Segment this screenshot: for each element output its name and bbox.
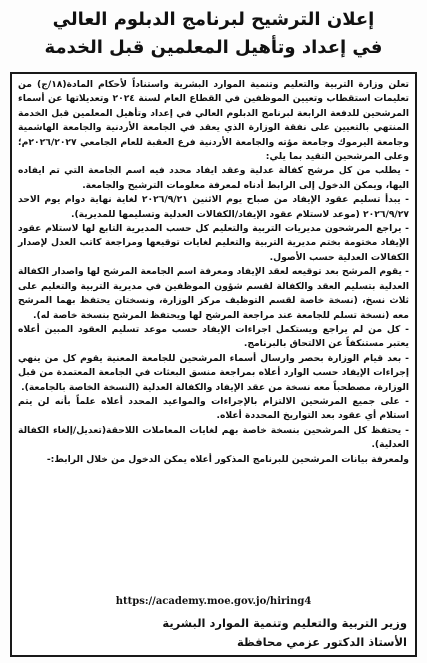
signature-title: وزير التربية والتعليم وتنمية الموارد البشرية [162, 616, 407, 630]
signature-name: الأستاذ الدكتور عزمي محافظة [236, 635, 407, 649]
announcement-title [8, 6, 419, 68]
instruction-item-4: - يقوم المرشح بعد توقيعه لعقد الإيفاد ومعرفة اسم الجامعة المرشح لها واصدار الكفالة العدلية بتسليم العقد والكفالة لقسم شؤون الموظفين في مديرية التربية والتعليم على ثلاث نسخ، (نسخة خاصة لقسم التوظيف مركز الوزارة، ونسختان يحتفظ بهما المرشح معه (نسخة تسلم للجامعة عند مراجعة المرشح لها ويحتفظ المرشح بنسخة خاصة له). [18, 266, 409, 321]
title-line-1: إعلان الترشيح لبرنامج الدبلوم العالي [52, 9, 375, 30]
instruction-item-8: - يحتفظ كل المرشحين بنسخة خاصة بهم لغايات المعاملات اللاحقة(تعديل/إلغاء الكفالة العدلية). [18, 424, 409, 451]
title-line-2: في إعداد وتأهيل المعلمين قبل الخدمة [44, 37, 383, 58]
instruction-item-7: - على جميع المرشحين الالتزام بالإجراءات والمواعيد المحدد أعلاه علماً بأنه لن يتم استلام أي عقود بعد التواريخ المحددة أعلاه. [18, 395, 409, 422]
instruction-item-6: - بعد قيام الوزارة بحصر وارسال أسماء المرشحين للجامعة المعنية يقوم كل من ينهي إجراءات الإيفاد حسب الوارد أعلاه بمراجعة منسق البعثات في الجامعة المعتمدة من قبل الوزارة، مصطحباً معه نسخة من عقد الإيفاد والكفالة العدلية (النسخة الخاصة بالجامعة). [18, 352, 409, 393]
hiring-link[interactable]: https://academy.moe.gov.jo/hiring4 [115, 596, 312, 607]
instruction-item-5: - كل من لم يراجع ويستكمل اجراءات الإيفاد حسب موعد تسليم العقود المبين أعلاه يعتبر مستنكفاً عن الالتحاق بالبرنامج. [18, 323, 409, 350]
instruction-item-1: - يطلب من كل مرشح كفالة عدلية وعقد ايفاد محدد فيه اسم الجامعة التي تم ايفاده اليها، ويمكن الدخول إلى الرابط أدناه لمعرفة معلومات الترشيح والجامعة. [18, 165, 409, 191]
instruction-item-2: - يبدأ تسليم عقود الإيفاد من صباح يوم الاثنين ٢٠٢٦/٩/٢١ لغاية نهاية دوام يوم الاحد ٢٠٢٦/٩/٢٧ (موعد لاستلام عقود الإيفاد/الكفالات العدلية وتسليمها للمديرية). [18, 194, 409, 220]
intro-paragraph: تعلن وزارة التربية والتعليم وتنمية الموارد البشرية واستناداً لأحكام المادة(١٨/ج) من تعليمات استقطاب وتعيين الموظفين في القطاع العام لسنة ٢٠٢٤ وتعديلاتها عن أسماء المرشحين للدفعة الرابعة لبرنامج الدبلوم العالي في إعداد وتأهيل المعلمين قبل الخدمة المنتهي بالتعيين على نفقة الوزارة الذي يعقد في الجامعة الأردنية والجامعة الهاشمية وجامعة اليرموك وجامعة مؤته والجامعة الأردنية فرع العقبة للعام الجامعي ٢٠٢٦/٢٠٢٧م؛ وعلى المرشحين التقيد بما يلي: [18, 79, 409, 163]
instruction-item-3: - يراجع المرشحون مديريات التربية والتعليم كل حسب المديرية التابع لها لاستلام عقود الإيفاد مختومة بختم مديرية التربية والتعليم لغايات توقيعها ومراجعة كاتب العدل لإصدار الكفالات العدلية حسب الأصول. [18, 223, 409, 263]
announcement-body [18, 78, 409, 467]
announcement-body-frame [10, 72, 417, 657]
signature-block [162, 614, 407, 652]
link-intro: ولمعرفة بيانات المرشحين للبرنامج المذكور أعلاه يمكن الدخول من خلال الرابط:- [46, 453, 409, 465]
